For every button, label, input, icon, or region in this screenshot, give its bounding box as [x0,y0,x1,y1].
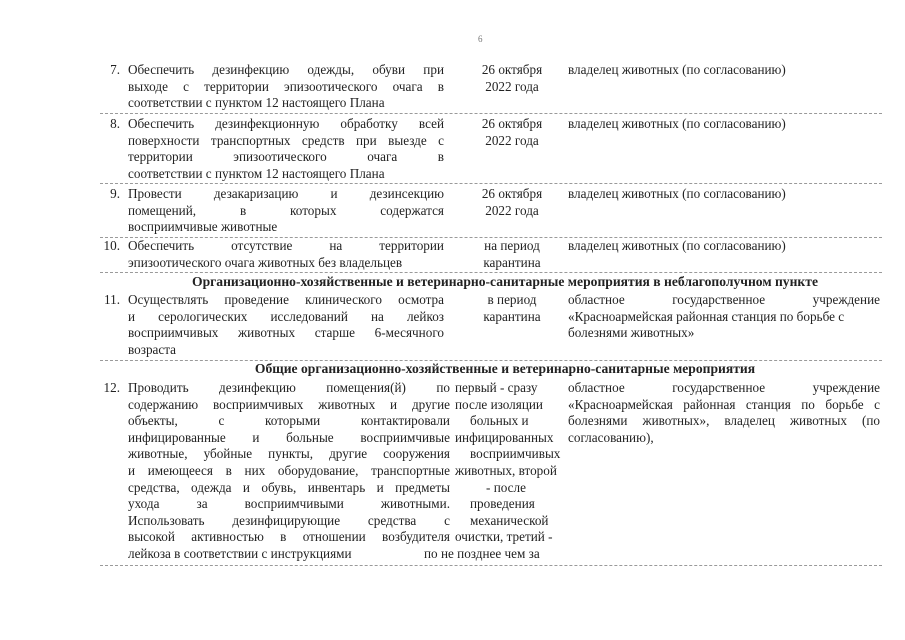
task-line: животные, убойные пункты, другие сооружения [128,446,450,462]
row-number: 7. [110,62,120,77]
row-separator [100,183,882,184]
task-line: и имеющееся в них оборудование, транспортные [128,463,450,478]
task-line: поверхности транспортных средств при выезде с [128,132,444,148]
responsible-line: «Красноармейская районная станция по борьбе с [568,396,880,412]
section-heading: Общие организационно-хозяйственные и ветеринарно-санитарные мероприятия [254,361,756,376]
responsible-line: владелец животных (по согласованию) [568,62,786,77]
task-line: инфицированные и больные восприимчивые [128,429,450,445]
term-line: по не позднее чем за [424,546,540,561]
task-line: Провести дезакаризацию и дезинсекцию [128,186,444,201]
task-line: объекты, с которыми контактировали [128,413,450,429]
task-line: средства, одежда и обувь, инвентарь и предметы [128,479,450,495]
task-line: соответствии с пунктом 12 настоящего Плана [128,95,385,111]
responsible-line: согласованию), [568,429,654,445]
row-number: 12. [103,380,120,395]
responsible-line: болезнями животных» [568,325,695,341]
term-line: 26 октября [481,62,543,77]
row-number: 8. [110,116,120,131]
term-line: - после [486,479,526,495]
term-line: инфицированных [455,429,554,445]
term-line: 26 октября [481,186,543,201]
task-line: ухода за восприимчивыми животными. [128,496,450,512]
term-line: 26 октября [481,116,543,131]
task-line: Осуществлять проведение клинического осмотра [128,292,444,307]
term-line: в период [487,292,537,307]
task-line: Проводить дезинфекцию помещения(й) по [128,380,450,395]
term-line: 2022 года [485,132,539,148]
row-number: 11. [104,292,120,307]
responsible-line: «Красноармейская районная станция по борьбе с [568,308,845,324]
task-line: территории эпизоотического очага в [128,149,444,165]
task-line: соответствии с пунктом 12 настоящего Плана [128,165,385,181]
task-line: возраста [128,341,177,357]
task-line: лейкоза в соответствии с инструкциями [128,546,352,561]
row-separator [100,565,882,566]
task-line: содержанию восприимчивых животных и другие [128,396,450,412]
term-line: первый - сразу [455,380,538,395]
term-line: животных, второй [455,463,557,478]
task-line: помещений, в которых содержатся [128,202,444,218]
task-line: Обеспечить дезинфекцию одежды, обуви при [128,62,444,77]
term-line: очистки, третий - [455,529,553,545]
task-line: Обеспечить дезинфекционную обработку всей [128,116,444,131]
responsible-line: болезнями животных», владелец животных (по [568,413,880,429]
section-heading: Организационно-хозяйственные и ветеринарно-санитарные мероприятия в неблагополучном пункте [192,274,818,289]
task-line: Обеспечить отсутствие на территории [128,238,444,253]
responsible-line: владелец животных (по согласованию) [568,186,786,201]
page-number: 6 [478,34,483,44]
task-line: Использовать дезинфицирующие средства с [128,512,450,528]
term-line: карантина [483,254,541,270]
term-line: карантина [483,308,541,324]
term-line: восприимчивых [470,446,561,462]
term-line: после изоляции [455,396,543,412]
task-line: эпизоотического очага животных без владельцев [128,254,403,270]
row-separator [100,113,882,114]
term-line: 2022 года [485,202,539,218]
term-line: механической [470,512,549,528]
task-line: высокой активностью в отношении возбудителя [128,529,450,545]
responsible-line: владелец животных (по согласованию) [568,238,786,253]
responsible-line: владелец животных (по согласованию) [568,116,786,131]
task-line: восприимчивые животные [128,219,278,235]
task-line: и серологических исследований на лейкоз [128,308,444,324]
term-line: 2022 года [485,78,539,94]
row-number: 10. [103,238,120,253]
term-line: больных и [470,413,529,429]
term-line: проведения [470,496,535,512]
responsible-line: областное государственное учреждение [568,292,880,307]
term-line: на период [484,238,540,253]
row-number: 9. [110,186,120,201]
responsible-line: областное государственное учреждение [568,380,880,395]
task-line: восприимчивых животных старше 6-месячного [128,325,444,341]
task-line: выходе с территории эпизоотического очага в [128,78,444,94]
